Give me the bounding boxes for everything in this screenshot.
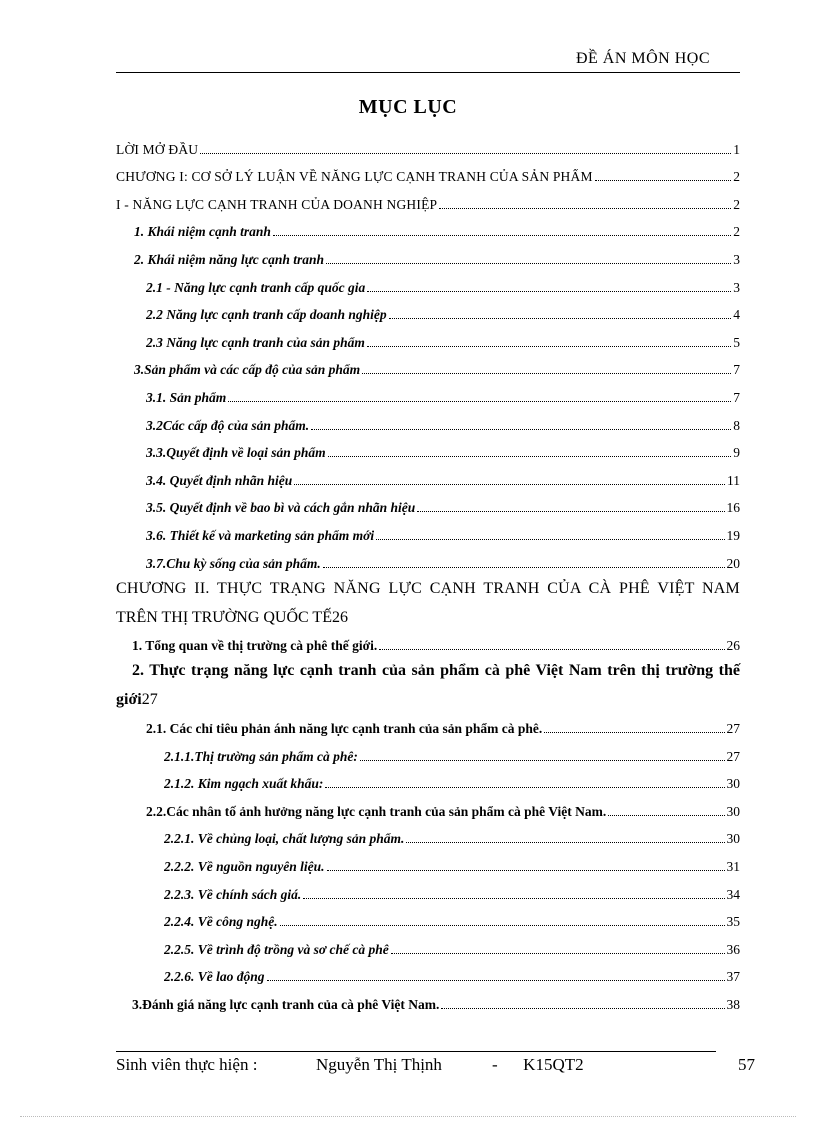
leader-dots bbox=[389, 318, 732, 319]
toc-entry[interactable]: CHƯƠNG I: CƠ SỞ LÝ LUẬN VỀ NĂNG LỰC CẠNH TRANH CỦA SẢN PHẨM 2 bbox=[116, 169, 740, 185]
leader-dots bbox=[280, 925, 725, 926]
toc-entry[interactable]: 3.1. Sản phẩm 7 bbox=[146, 389, 740, 405]
toc-entry[interactable]: 3.2Các cấp độ của sản phẩm. 8 bbox=[146, 417, 740, 433]
toc-entry[interactable]: 2.2.4. Về công nghệ. 35 bbox=[164, 914, 740, 930]
toc-entry[interactable]: LỜI MỞ ĐẦU 1 bbox=[116, 141, 740, 157]
toc-entry[interactable]: 1. Khái niệm cạnh tranh 2 bbox=[134, 224, 740, 240]
toc-entry[interactable]: 2.2.6. Về lao động 37 bbox=[164, 969, 740, 985]
toc-page: 5 bbox=[733, 334, 740, 350]
leader-dots bbox=[294, 484, 725, 485]
toc-page: 16 bbox=[726, 500, 740, 516]
toc-entry[interactable]: 2. Khái niệm năng lực cạnh tranh 3 bbox=[134, 251, 740, 267]
footer-student-label: Sinh viên thực hiện : bbox=[116, 1055, 258, 1074]
page-bottom-border bbox=[20, 1116, 796, 1117]
footer-class bbox=[492, 1055, 584, 1075]
toc-page: 30 bbox=[726, 776, 740, 792]
toc-page: 2 bbox=[733, 224, 740, 240]
leader-dots bbox=[311, 429, 731, 430]
toc-page: 38 bbox=[726, 997, 740, 1012]
footer-divider bbox=[116, 1051, 716, 1052]
toc-page: 7 bbox=[733, 389, 740, 405]
toc-entry[interactable]: 2.2.2. Về nguồn nguyên liệu. 31 bbox=[164, 859, 740, 875]
toc-page: 30 bbox=[726, 803, 740, 819]
toc-page: 36 bbox=[726, 941, 740, 957]
leader-dots bbox=[328, 456, 732, 457]
page-title: MỤC LỤC bbox=[358, 96, 458, 118]
leader-dots bbox=[367, 291, 731, 292]
footer-class-code: K15QT2 bbox=[523, 1055, 584, 1074]
leader-dots bbox=[200, 153, 731, 154]
toc-page: 26 bbox=[331, 608, 348, 626]
toc-page: 11 bbox=[727, 472, 740, 488]
toc-page: 2 bbox=[733, 169, 740, 185]
toc-entry[interactable]: 2.2.Các nhân tố ảnh hưởng năng lực cạnh tranh của sản phẩm cà phê Việt Nam. 30 bbox=[146, 803, 740, 819]
toc-page: 31 bbox=[726, 859, 740, 875]
toc-entry[interactable]: 2.2.1. Về chủng loại, chất lượng sản phẩm. 30 bbox=[164, 831, 740, 847]
footer-page-number: 57 bbox=[738, 1055, 755, 1074]
leader-dots bbox=[417, 511, 724, 512]
toc-page: 3 bbox=[733, 251, 740, 267]
toc-page: 4 bbox=[733, 307, 740, 323]
leader-dots bbox=[228, 401, 731, 402]
toc-entry[interactable]: 3.4. Quyết định nhãn hiệu 11 bbox=[146, 472, 740, 488]
toc-page: 1 bbox=[733, 141, 740, 157]
toc-page: 20 bbox=[726, 555, 740, 571]
toc-entry[interactable]: 2.1.1.Thị trường sản phẩm cà phê: 27 bbox=[164, 748, 740, 764]
page-header bbox=[116, 50, 740, 73]
footer-separator: - bbox=[492, 1055, 498, 1074]
toc-page: 27 bbox=[141, 691, 158, 709]
toc-entry[interactable]: 3.6. Thiết kế và marketing sản phẩm mới 19 bbox=[146, 527, 740, 543]
toc-page: 9 bbox=[733, 445, 740, 461]
leader-dots bbox=[326, 263, 731, 264]
toc-entry[interactable]: 2.2.3. Về chính sách giá. 34 bbox=[164, 886, 740, 902]
toc-entry[interactable]: I - NĂNG LỰC CẠNH TRANH CỦA DOANH NGHIỆP 2 bbox=[116, 196, 740, 212]
leader-dots bbox=[544, 732, 724, 733]
toc-page: 30 bbox=[726, 831, 740, 847]
toc-page: 35 bbox=[726, 914, 740, 930]
leader-dots bbox=[360, 760, 725, 761]
leader-dots bbox=[439, 208, 731, 209]
header-text: ĐỀ ÁN MÔN HỌC bbox=[575, 50, 710, 67]
footer-student-name: Nguyễn Thị Thịnh bbox=[316, 1055, 442, 1074]
toc-entry[interactable]: 3.5. Quyết định về bao bì và cách gắn nhãn hiệu 16 bbox=[146, 500, 740, 516]
toc-page: 2 bbox=[733, 196, 740, 212]
toc-entry[interactable]: 3.Sản phẩm và các cấp độ của sản phẩm 7 bbox=[134, 362, 740, 378]
toc-entry[interactable]: 2.1 - Năng lực cạnh tranh cấp quốc gia 3 bbox=[146, 279, 740, 295]
leader-dots bbox=[362, 373, 731, 374]
toc-entry[interactable]: 3.Đánh giá năng lực cạnh tranh của cà phê Việt Nam. 38 bbox=[132, 997, 740, 1012]
toc-page: 19 bbox=[726, 527, 740, 543]
leader-dots bbox=[267, 980, 725, 981]
toc-page: 26 bbox=[726, 638, 740, 654]
leader-dots bbox=[376, 539, 724, 540]
toc-page: 37 bbox=[726, 969, 740, 985]
toc-entry[interactable]: CHƯƠNG II. THỰC TRẠNG NĂNG LỰC CẠNH TRANH CỦA CÀ PHÊ VIỆT NAM TRÊN THỊ TRƯỜNG QUỐC TẾ 26 bbox=[116, 579, 740, 626]
toc-entry[interactable]: 2.2 Năng lực cạnh tranh cấp doanh nghiệp 4 bbox=[146, 307, 740, 323]
leader-dots bbox=[325, 787, 724, 788]
toc-page: 34 bbox=[726, 886, 740, 902]
toc-entry[interactable]: 2. Thực trạng năng lực cạnh tranh của sản phẩm cà phê Việt Nam trên thị trường thế giới 27 bbox=[116, 662, 740, 709]
toc-page: 27 bbox=[726, 721, 740, 737]
leader-dots bbox=[595, 180, 732, 181]
toc-page: 7 bbox=[733, 362, 740, 378]
toc-entry[interactable]: 3.3.Quyết định về loại sản phẩm 9 bbox=[146, 445, 740, 461]
leader-dots bbox=[379, 649, 724, 650]
toc-page: 27 bbox=[726, 748, 740, 764]
leader-dots bbox=[303, 898, 724, 899]
leader-dots bbox=[441, 1008, 724, 1009]
toc-entry[interactable]: 2.1.2. Kim ngạch xuất khẩu: 30 bbox=[164, 776, 740, 792]
table-of-contents bbox=[116, 130, 740, 1013]
leader-dots bbox=[273, 235, 731, 236]
toc-entry[interactable]: 1. Tổng quan về thị trường cà phê thế giới. 26 bbox=[132, 638, 740, 654]
leader-dots bbox=[367, 346, 731, 347]
toc-page: 3 bbox=[733, 279, 740, 295]
toc-entry[interactable]: 3.7.Chu kỳ sống của sản phẩm. 20 bbox=[146, 555, 740, 571]
leader-dots bbox=[391, 953, 725, 954]
leader-dots bbox=[406, 842, 724, 843]
leader-dots bbox=[608, 815, 724, 816]
toc-page: 8 bbox=[733, 417, 740, 433]
leader-dots bbox=[327, 870, 725, 871]
toc-entry[interactable]: 2.3 Năng lực cạnh tranh của sản phẩm 5 bbox=[146, 334, 740, 350]
leader-dots bbox=[323, 567, 725, 568]
toc-entry[interactable]: 2.1. Các chỉ tiêu phản ánh năng lực cạnh tranh của sản phẩm cà phê. 27 bbox=[146, 721, 740, 737]
toc-entry[interactable]: 2.2.5. Về trình độ trồng và sơ chế cà phê 36 bbox=[164, 941, 740, 957]
